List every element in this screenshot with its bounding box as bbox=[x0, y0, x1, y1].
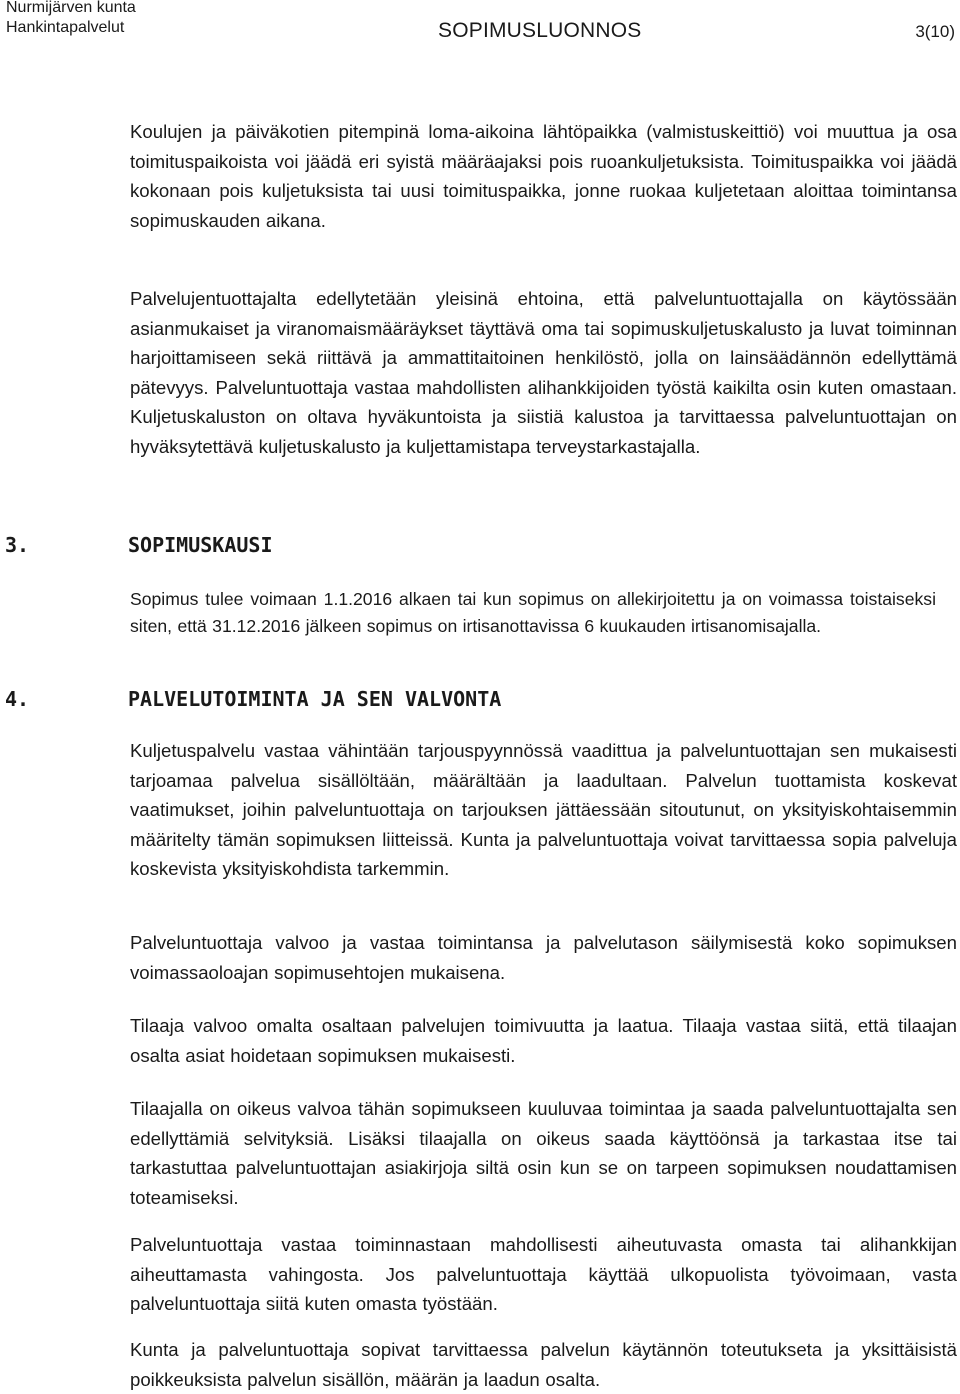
section-paragraph-inspection-rights: Tilaajalla on oikeus valvoa tähän sopimukseen kuuluvaa toimintaa ja saada palveluntuottajalta sen edellyttämiä selvityksiä. Lisäksi tilaajalla on oikeus saada käyttöönsä ja tarkastaa itse tai tarkastuttaa palveluntuottajan asiakirjoja siltä osin kun se on tarpeen sopimuksen noudattamisen toteamiseksi. bbox=[130, 1098, 957, 1208]
section-paragraph-liability: Palveluntuottaja vastaa toiminnastaan mahdollisesti aiheutuvasta omasta tai alihankkijan aiheuttamasta vahingosta. Jos palveluntuottaja käyttää ulkopuolista työvoimaan, vasta palveluntuottaja siitä kuten omasta työstään. bbox=[130, 1234, 957, 1314]
document-title: SOPIMUSLUONNOS bbox=[438, 19, 642, 42]
section-title: PALVELUTOIMINTA JA SEN VALVONTA bbox=[128, 687, 502, 711]
organization-name: Nurmijärven kunta bbox=[6, 0, 136, 16]
body-paragraph-provider-requirements: Palvelujentuottajalta edellytetään yleisinä ehtoina, että palveluntuottajalla on käytössään asianmukaiset ja viranomaismääräykset täyttävä oma tai sopimuskuljetuskalusto ja luvat toiminnan harjoittamiseen sekä riittävä ja ammattitaitoinen henkilöstö, jolla on lainsäädännön edellyttämä pätevyys. Palveluntuottaja vastaa mahdollisten alihankkijoiden työstä kaikilta osin kuten omastaan. Kuljetuskaluston on oltava hyväkuntoista ja siistiä kalustoa ja tarvittaessa palveluntuottajan on hyväksytettävä kuljetuskalusto ja kuljettamistapa terveystarkastajalla. bbox=[130, 288, 957, 457]
section-number: 3. bbox=[5, 533, 30, 557]
section-heading-sopimuskausi bbox=[5, 532, 273, 558]
section-paragraph-provider-monitoring: Palveluntuottaja valvoo ja vastaa toimintansa ja palvelutason säilymisestä koko sopimuksen voimassaoloajan sopimusehtojen mukaisena. bbox=[130, 932, 957, 983]
section-title: SOPIMUSKAUSI bbox=[128, 533, 273, 557]
section-paragraph-practical-arrangements: Kunta ja palveluntuottaja sopivat tarvittaessa palvelun käytännön toteutukseta ja yksittäisistä poikkeuksista palvelun sisällön, määrän ja laadun osalta. bbox=[130, 1339, 957, 1390]
section-paragraph-service-scope: Kuljetuspalvelu vastaa vähintään tarjouspyynnössä vaadittua ja palveluntuottajan sen mukaisesti tarjoamaa palvelua sisällöltään, määrältään ja laadultaan. Palvelun tuottamista koskevat vaatimukset, joihin palveluntuottaja on tarjouksen jättäessään sitoutunut, on yksityiskohtaisemmin määritelty tämän sopimuksen liitteissä. Kunta ja palveluntuottaja voivat tarvittaessa sopia palveluja koskevista yksityiskohdista tarkemmin. bbox=[130, 740, 957, 879]
section-heading-palvelutoiminta bbox=[5, 686, 501, 712]
organization-unit: Hankintapalvelut bbox=[6, 19, 125, 36]
section-paragraph-contract-period: Sopimus tulee voimaan 1.1.2016 alkaen tai kun sopimus on allekirjoitettu ja on voimassa toistaiseksi siten, että 31.12.2016 jälkeen sopimus on irtisanottavissa 6 kuukauden irtisanomisajalla. bbox=[130, 589, 936, 636]
page-header bbox=[0, 0, 960, 50]
page-number: 3(10) bbox=[915, 22, 955, 41]
body-paragraph-delivery-locations: Koulujen ja päiväkotien pitempinä loma-aikoina lähtöpaikka (valmistuskeittiö) voi muuttua ja osa toimituspaikoista voi jäädä eri syistä määräajaksi pois ruoankuljetuksista. Toimituspaikka voi jäädä kokonaan pois kuljetuksista tai uusi toimituspaikka, jonne ruokaa kuljetetaan aloittaa toimintansa sopimuskauden aikana. bbox=[130, 121, 957, 231]
section-number: 4. bbox=[5, 687, 30, 711]
section-paragraph-client-monitoring: Tilaaja valvoo omalta osaltaan palvelujen toimivuutta ja laatua. Tilaaja vastaa siitä, että tilaajan osalta asiat hoidetaan sopimuksen mukaisesti. bbox=[130, 1015, 957, 1066]
